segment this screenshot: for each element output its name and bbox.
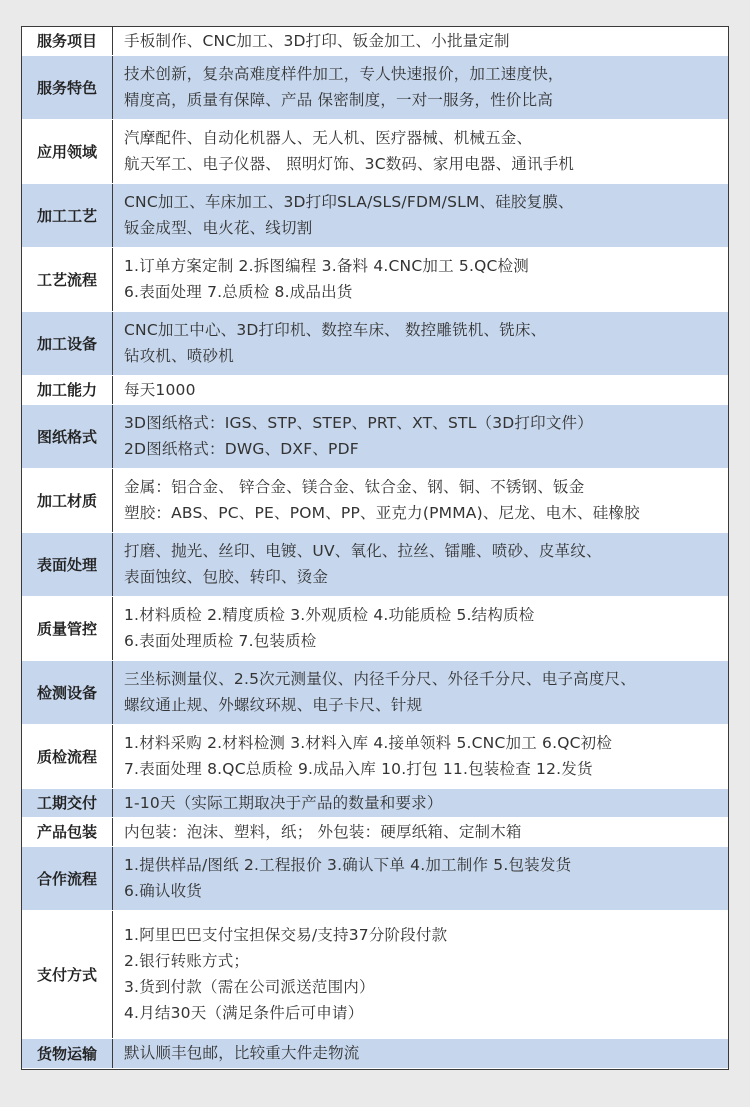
row-label: 检测设备 (22, 660, 113, 724)
row-value (113, 596, 729, 660)
row-label: 合作流程 (22, 846, 113, 910)
row-value (113, 660, 729, 724)
value-line: 螺纹通止规、外螺纹环规、电子卡尺、针规 (124, 696, 423, 714)
value-line: 汽摩配件、自动化机器人、无人机、医疗器械、机械五金、 (124, 129, 533, 147)
value-line: 1.材料采购 2.材料检测 3.材料入库 4.接单领料 5.CNC加工 6.QC初检 (124, 734, 613, 752)
row-value (113, 468, 729, 532)
value-line: 航天军工、电子仪器、 照明灯饰、3C数码、家用电器、通讯手机 (124, 155, 575, 173)
row-label: 支付方式 (22, 910, 113, 1038)
value-line: 钣金成型、电火花、线切割 (124, 219, 313, 237)
row-process-flow (22, 247, 728, 311)
value-line: CNC加工、车床加工、3D打印SLA/SLS/FDM/SLM、硅胶复膜、 (124, 193, 574, 211)
value-line: 技术创新，复杂高难度样件加工，专人快速报价，加工速度快， (124, 65, 564, 83)
row-value (113, 247, 729, 311)
value-line: CNC加工中心、3D打印机、数控车床、 数控雕铣机、铣床、 (124, 321, 547, 339)
row-label: 表面处理 (22, 532, 113, 596)
value-line: 钻攻机、喷砂机 (124, 347, 234, 365)
value-line: 1.材料质检 2.精度质检 3.外观质检 4.功能质检 5.结构质检 (124, 606, 535, 624)
row-label: 质检流程 (22, 724, 113, 788)
row-value (113, 1038, 729, 1068)
row-value (113, 404, 729, 468)
row-service-items (22, 27, 728, 55)
row-value (113, 375, 729, 404)
value-line: 内包装：泡沫、塑料，纸； 外包装：硬厚纸箱、定制木箱 (124, 822, 522, 841)
value-line: 4.月结30天（满足条件后可申请） (124, 1004, 364, 1022)
row-label: 服务特色 (22, 55, 113, 119)
value-line: 2.银行转账方式； (124, 952, 250, 970)
service-info-table (22, 27, 728, 1069)
row-value (113, 817, 729, 846)
row-value (113, 846, 729, 910)
row-service-features (22, 55, 728, 119)
row-label: 服务项目 (22, 27, 113, 55)
value-line: 3D图纸格式：IGS、STP、STEP、PRT、XT、STL（3D打印文件） (124, 414, 593, 432)
row-capacity (22, 375, 728, 404)
value-line: 3.货到付款（需在公司派送范围内） (124, 978, 375, 996)
row-label: 加工设备 (22, 311, 113, 375)
value-line: 1-10天（实际工期取决于产品的数量和要求） (124, 793, 443, 812)
row-lead-time (22, 788, 728, 817)
value-line: 手板制作、CNC加工、3D打印、钣金加工、小批量定制 (124, 31, 510, 50)
value-line: 1.订单方案定制 2.拆图编程 3.备料 4.CNC加工 5.QC检测 (124, 257, 529, 275)
value-line: 打磨、抛光、丝印、电镀、UV、氧化、拉丝、镭雕、喷砂、皮革纹、 (124, 542, 602, 560)
row-materials (22, 468, 728, 532)
row-value (113, 27, 729, 55)
row-payment-methods (22, 910, 728, 1038)
row-label: 工期交付 (22, 788, 113, 817)
value-line: 2D图纸格式：DWG、DXF、PDF (124, 440, 359, 458)
row-drawing-formats (22, 404, 728, 468)
row-label: 货物运输 (22, 1038, 113, 1068)
row-label: 工艺流程 (22, 247, 113, 311)
row-surface-treatment (22, 532, 728, 596)
row-cooperation-flow (22, 846, 728, 910)
row-application-fields (22, 119, 728, 183)
row-quality-control (22, 596, 728, 660)
service-info-sheet (21, 26, 729, 1070)
value-line: 6.表面处理质检 7.包装质检 (124, 632, 317, 650)
row-value (113, 910, 729, 1038)
value-line: 表面蚀纹、包胶、转印、烫金 (124, 568, 329, 586)
row-value (113, 55, 729, 119)
value-line: 6.确认收货 (124, 882, 202, 900)
row-label: 加工工艺 (22, 183, 113, 247)
value-line: 三坐标测量仪、2.5次元测量仪、内径千分尺、外径千分尺、电子高度尺、 (124, 670, 636, 688)
value-line: 塑胶：ABS、PC、PE、POM、PP、亚克力(PMMA)、尼龙、电木、硅橡胶 (124, 504, 640, 522)
value-line: 精度高，质量有保障、产品 保密制度，一对一服务，性价比高 (124, 91, 554, 109)
row-label: 加工能力 (22, 375, 113, 404)
value-line: 金属：铝合金、 锌合金、镁合金、钛合金、钢、铜、不锈钢、钣金 (124, 478, 585, 496)
row-packaging (22, 817, 728, 846)
value-line: 6.表面处理 7.总质检 8.成品出货 (124, 283, 353, 301)
row-value (113, 532, 729, 596)
value-line: 默认顺丰包邮，比较重大件走物流 (124, 1044, 360, 1062)
row-label: 应用领域 (22, 119, 113, 183)
row-value (113, 119, 729, 183)
row-value (113, 311, 729, 375)
row-inspection-equipment (22, 660, 728, 724)
row-qc-flow (22, 724, 728, 788)
row-equipment (22, 311, 728, 375)
row-label: 产品包装 (22, 817, 113, 846)
row-processes (22, 183, 728, 247)
value-line: 1.提供样品/图纸 2.工程报价 3.确认下单 4.加工制作 5.包装发货 (124, 856, 572, 874)
row-label: 质量管控 (22, 596, 113, 660)
row-value (113, 183, 729, 247)
row-shipping (22, 1038, 728, 1068)
row-value (113, 788, 729, 817)
row-label: 加工材质 (22, 468, 113, 532)
row-label: 图纸格式 (22, 404, 113, 468)
value-line: 每天1000 (124, 380, 196, 399)
row-value (113, 724, 729, 788)
value-line: 1.阿里巴巴支付宝担保交易/支持37分阶段付款 (124, 926, 448, 944)
value-line: 7.表面处理 8.QC总质检 9.成品入库 10.打包 11.包装检查 12.发货 (124, 760, 593, 778)
